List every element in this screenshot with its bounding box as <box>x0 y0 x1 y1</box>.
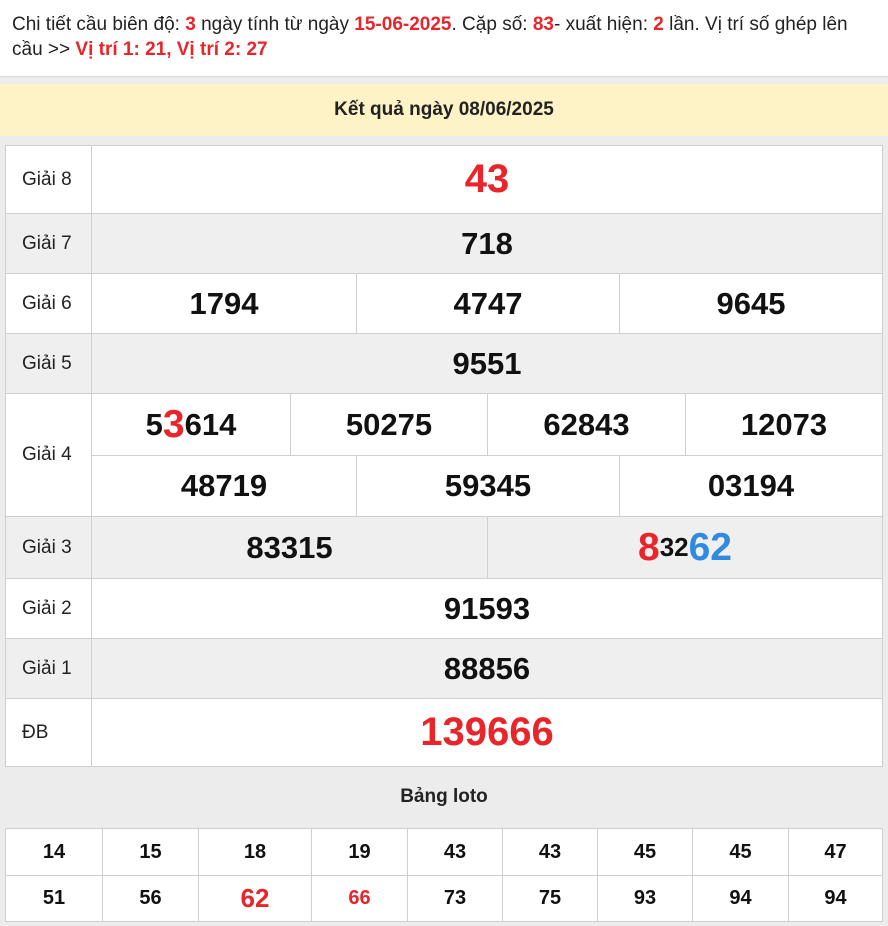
giai-1-value: 88856 <box>443 650 531 686</box>
giai-2-value: 91593 <box>443 590 531 626</box>
info-text-3: . Cặp số: <box>451 14 533 35</box>
giai-4-value-3: 62843 <box>487 394 685 456</box>
loto-cell: 45 <box>692 829 788 875</box>
label-giai-dac-biet: ĐB <box>6 699 92 766</box>
loto-cell: 19 <box>311 829 407 875</box>
label-giai-6: Giải 6 <box>6 274 92 333</box>
label-giai-2: Giải 2 <box>6 579 92 638</box>
loto-cell-highlight: 62 <box>198 875 311 921</box>
giai-3-value-1: 83315 <box>246 529 333 565</box>
giai-3-v2-highlight-red: 8 <box>637 525 660 569</box>
loto-cell: 43 <box>502 829 597 875</box>
giai-dac-biet-value: 139666 <box>420 710 554 754</box>
loto-table-title: Bảng loto <box>400 786 488 807</box>
giai-6-value-1: 1794 <box>189 285 259 321</box>
giai-6-value-2: 4747 <box>356 274 619 333</box>
loto-cell: 47 <box>788 829 882 875</box>
label-giai-5: Giải 5 <box>6 334 92 393</box>
row-giai-5 <box>6 334 882 394</box>
loto-cell: 18 <box>198 829 311 875</box>
giai-4-value-6: 59345 <box>356 456 619 516</box>
loto-cell: 75 <box>502 875 597 921</box>
loto-row-1 <box>6 829 882 876</box>
row-giai-1 <box>6 639 882 699</box>
row-giai-6 <box>6 274 882 334</box>
giai-3-v2-middle: 32 <box>659 532 689 562</box>
label-giai-8: Giải 8 <box>6 146 92 213</box>
info-text-5: lần. Vị trí số ghép lên cầu >> <box>12 14 848 60</box>
loto-cell: 14 <box>42 840 66 863</box>
label-giai-4: Giải 4 <box>6 394 92 516</box>
row-giai-dac-biet <box>6 699 882 766</box>
results-table <box>5 145 883 767</box>
label-giai-1: Giải 1 <box>6 639 92 698</box>
row-giai-3 <box>6 517 882 579</box>
row-giai-4 <box>6 394 882 517</box>
result-date-banner: Kết quả ngày 08/06/2025 <box>0 84 888 136</box>
loto-cell: 51 <box>42 886 66 909</box>
giai-5-value: 9551 <box>452 345 522 381</box>
row-giai-7 <box>6 214 882 274</box>
loto-cell: 56 <box>102 875 198 921</box>
loto-table <box>5 828 883 922</box>
loto-cell: 15 <box>102 829 198 875</box>
info-pair: 83 <box>532 14 554 35</box>
giai-3-v2-highlight-blue: 62 <box>688 525 732 569</box>
giai-8-value: 43 <box>464 157 510 201</box>
loto-cell: 45 <box>597 829 692 875</box>
giai-4-v1-part-a: 5 <box>145 406 163 442</box>
info-text-1: Chi tiết cầu biên độ: <box>12 14 186 35</box>
giai-4-value-5: 48719 <box>180 468 268 503</box>
info-count: 2 <box>653 14 664 35</box>
giai-4-value-7: 03194 <box>619 456 882 516</box>
label-giai-7: Giải 7 <box>6 214 92 273</box>
row-giai-8 <box>6 146 882 214</box>
cau-info-box <box>0 0 888 77</box>
giai-7-value: 718 <box>461 225 513 261</box>
giai-6-value-3: 9645 <box>619 274 882 333</box>
giai-4-value-1 <box>92 394 290 456</box>
giai-4-v1-highlight: 3 <box>162 402 185 446</box>
info-text-2: ngày tính từ ngày <box>195 14 355 35</box>
loto-cell-highlight: 66 <box>311 875 407 921</box>
giai-3-value-2 <box>487 517 882 578</box>
loto-cell: 93 <box>597 875 692 921</box>
loto-cell: 94 <box>692 875 788 921</box>
row-giai-2 <box>6 579 882 639</box>
giai-4-v1-part-c: 614 <box>184 406 237 442</box>
loto-cell: 73 <box>407 875 502 921</box>
info-text-4: - xuất hiện: <box>553 14 654 35</box>
info-positions: Vị trí 1: 21, Vị trí 2: 27 <box>75 39 268 60</box>
giai-4-value-2: 50275 <box>290 394 487 456</box>
loto-cell: 94 <box>788 875 882 921</box>
giai-4-value-4: 12073 <box>685 394 882 456</box>
label-giai-3: Giải 3 <box>6 517 92 578</box>
info-start-date: 15-06-2025 <box>354 14 452 35</box>
loto-cell: 43 <box>407 829 502 875</box>
loto-row-2 <box>6 875 882 921</box>
info-span-days: 3 <box>185 14 196 35</box>
